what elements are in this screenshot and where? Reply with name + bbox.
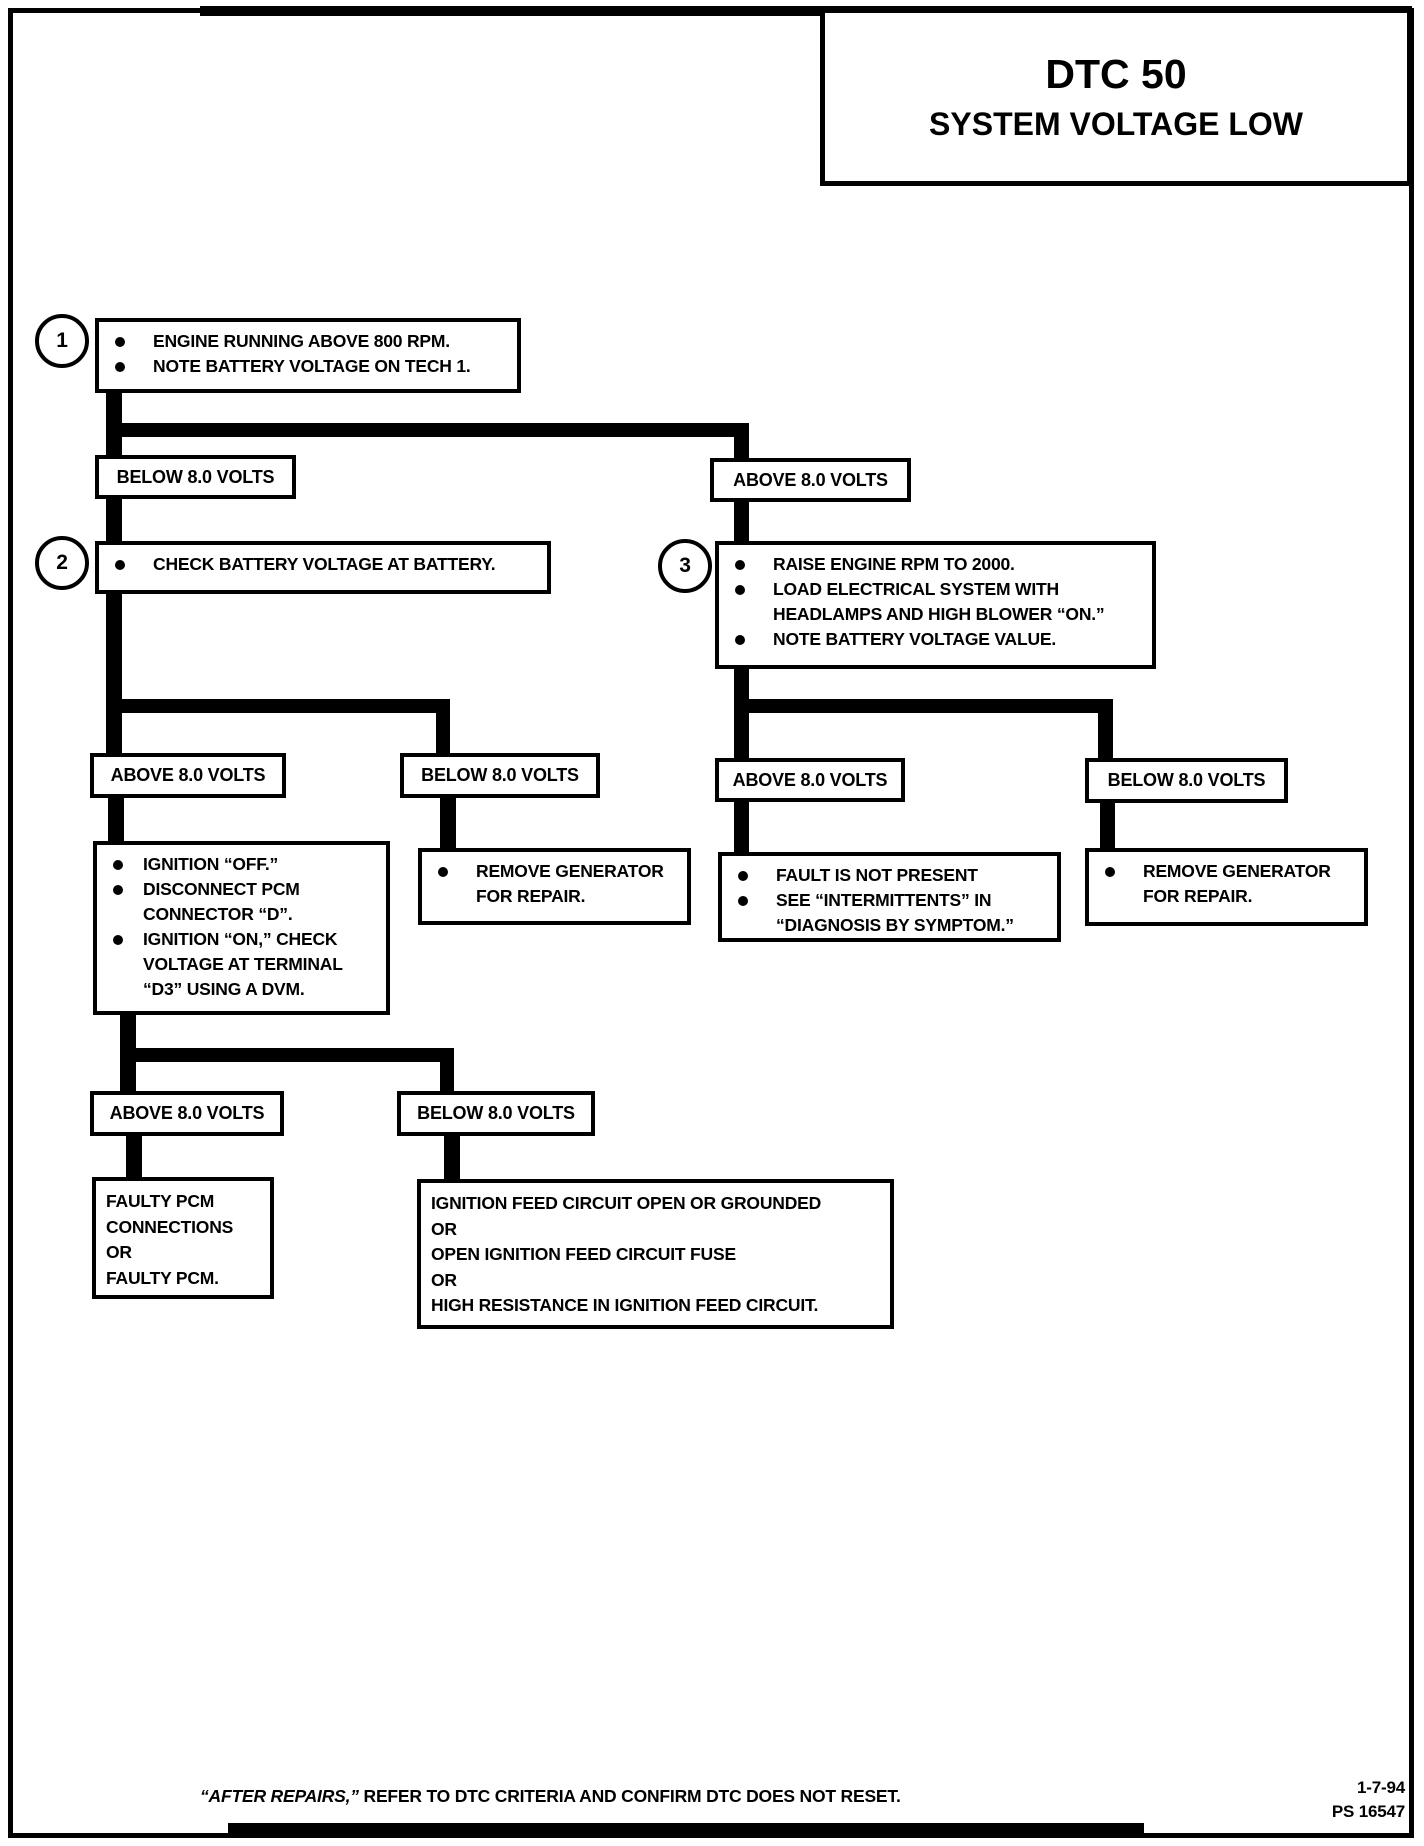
step-number-circle-1 (35, 314, 89, 368)
document-id-block (1255, 1776, 1405, 1824)
decision-label-text: BELOW 8.0 VOLTS (421, 765, 579, 785)
decision-label-text: ABOVE 8.0 VOLTS (732, 769, 888, 790)
after-repairs-note-rest: REFER TO DTC CRITERIA AND CONFIRM DTC DOES NOT RESET. (358, 1786, 901, 1806)
decision-label (90, 1091, 284, 1136)
bottom-rule-line (228, 1823, 1144, 1837)
bullet-icon (738, 871, 748, 881)
connector-line (106, 592, 122, 755)
decision-label (710, 458, 911, 502)
connector-line (734, 423, 749, 461)
ignition-check-box (93, 841, 390, 1015)
instruction-line: VOLTAGE AT TERMINAL (143, 954, 343, 974)
remove-generator-right-box (1085, 848, 1368, 926)
bullet-row (428, 859, 679, 909)
step1-box (95, 318, 521, 393)
bullet-row (103, 927, 378, 1002)
bullet-icon (735, 560, 745, 570)
decision-label (400, 753, 600, 798)
bullet-icon (113, 885, 123, 895)
bullet-row (105, 354, 509, 379)
result-line: FAULTY PCM. (106, 1267, 219, 1288)
result-line: HIGH RESISTANCE IN IGNITION FEED CIRCUIT. (431, 1295, 819, 1315)
after-repairs-note (200, 1786, 901, 1807)
connector-line (734, 668, 749, 759)
instruction-line: LOAD ELECTRICAL SYSTEM WITH (773, 579, 1059, 599)
faulty-pcm-box (92, 1177, 274, 1299)
connector-line (126, 1134, 142, 1177)
title-box (820, 8, 1412, 186)
after-repairs-note-italic: “AFTER REPAIRS,” (200, 1786, 359, 1806)
result-line: OR (431, 1269, 457, 1290)
result-line: IGNITION FEED CIRCUIT OPEN OR GROUNDED (431, 1193, 822, 1213)
connector-line (1098, 699, 1113, 759)
instruction-text: IGNITION “OFF.” (143, 854, 279, 874)
bullet-row (103, 877, 378, 927)
instruction-line: FOR REPAIR. (476, 886, 586, 906)
fault-not-present-box (718, 852, 1061, 942)
instruction-text (1143, 859, 1356, 909)
bullet-icon (115, 337, 125, 347)
connector-line (108, 797, 124, 842)
bullet-row (105, 552, 539, 577)
step-number: 1 (56, 329, 68, 352)
decision-label (397, 1091, 595, 1136)
document-number: PS 16547 (1331, 1802, 1405, 1821)
instruction-text (773, 577, 1144, 627)
instruction-line: REMOVE GENERATOR (1143, 861, 1331, 881)
result-line: OR (431, 1218, 457, 1239)
ignition-feed-box (417, 1179, 894, 1329)
bullet-icon (113, 935, 123, 945)
bullet-row (725, 577, 1144, 627)
result-line: FAULTY PCM (106, 1191, 215, 1211)
step-number: 3 (679, 554, 691, 577)
connector-line (440, 1048, 454, 1091)
instruction-line: IGNITION “ON,” CHECK (143, 929, 338, 949)
connector-line (1100, 802, 1115, 848)
decision-label (95, 455, 296, 499)
instruction-text (143, 927, 378, 1002)
step-number-circle-2 (35, 536, 89, 590)
connector-line (734, 500, 749, 543)
page-title: DTC 50 (1045, 51, 1187, 97)
instruction-text: NOTE BATTERY VOLTAGE VALUE. (773, 629, 1057, 649)
connector-line (106, 496, 122, 543)
bullet-row (728, 863, 1049, 888)
connector-line (106, 699, 450, 713)
bullet-row (728, 888, 1049, 938)
instruction-text: NOTE BATTERY VOLTAGE ON TECH 1. (153, 356, 471, 376)
bullet-icon (735, 585, 745, 595)
result-line: OPEN IGNITION FEED CIRCUIT FUSE (431, 1244, 736, 1264)
connector-line (734, 699, 1113, 713)
connector-line (440, 797, 456, 848)
decision-label-text: ABOVE 8.0 VOLTS (110, 765, 266, 785)
connector-line (444, 1134, 460, 1179)
decision-label-text: ABOVE 8.0 VOLTS (109, 1103, 265, 1123)
bullet-row (1095, 859, 1356, 909)
connector-line (436, 699, 450, 755)
bullet-row (725, 627, 1144, 652)
instruction-text (143, 877, 378, 927)
bullet-icon (1105, 867, 1115, 877)
instruction-line: DISCONNECT PCM (143, 879, 300, 899)
decision-label-text: BELOW 8.0 VOLTS (116, 466, 275, 487)
instruction-text (776, 888, 1049, 938)
instruction-line: HEADLAMPS AND HIGH BLOWER “ON.” (773, 604, 1105, 624)
instruction-text: RAISE ENGINE RPM TO 2000. (773, 554, 1015, 574)
connector-line (106, 423, 749, 437)
decision-label (90, 753, 286, 798)
remove-generator-left-box (418, 848, 691, 925)
bullet-icon (115, 560, 125, 570)
step-number: 2 (56, 551, 68, 574)
instruction-line: CONNECTOR “D”. (143, 904, 293, 924)
instruction-text: ENGINE RUNNING ABOVE 800 RPM. (153, 331, 450, 351)
instruction-line: “DIAGNOSIS BY SYMPTOM.” (776, 915, 1014, 935)
bullet-icon (735, 635, 745, 645)
instruction-text: FAULT IS NOT PRESENT (776, 865, 978, 885)
instruction-line: “D3” USING A DVM. (143, 979, 305, 999)
revision-date: 1-7-94 (1357, 1778, 1405, 1797)
step2-box (95, 541, 551, 594)
instruction-line: FOR REPAIR. (1143, 886, 1253, 906)
decision-label-text: ABOVE 8.0 VOLTS (733, 469, 888, 490)
result-line: CONNECTIONS (106, 1216, 234, 1237)
page-subtitle: SYSTEM VOLTAGE LOW (929, 106, 1303, 142)
decision-label (1085, 758, 1288, 803)
bullet-icon (115, 362, 125, 372)
bullet-row (105, 329, 509, 354)
bullet-icon (113, 860, 123, 870)
step-number-circle-3 (658, 539, 712, 593)
bullet-icon (438, 867, 448, 877)
connector-line (734, 801, 749, 852)
connector-line (120, 1048, 454, 1062)
instruction-text: CHECK BATTERY VOLTAGE AT BATTERY. (153, 554, 496, 574)
step3-box (715, 541, 1156, 669)
decision-label (715, 758, 905, 802)
bullet-row (725, 552, 1144, 577)
instruction-text (476, 859, 679, 909)
decision-label-text: BELOW 8.0 VOLTS (417, 1103, 575, 1123)
result-line: OR (106, 1242, 132, 1262)
bullet-icon (738, 896, 748, 906)
bullet-row (103, 852, 378, 877)
instruction-line: REMOVE GENERATOR (476, 861, 664, 881)
instruction-line: SEE “INTERMITTENTS” IN (776, 890, 992, 910)
decision-label-text: BELOW 8.0 VOLTS (1107, 770, 1266, 790)
